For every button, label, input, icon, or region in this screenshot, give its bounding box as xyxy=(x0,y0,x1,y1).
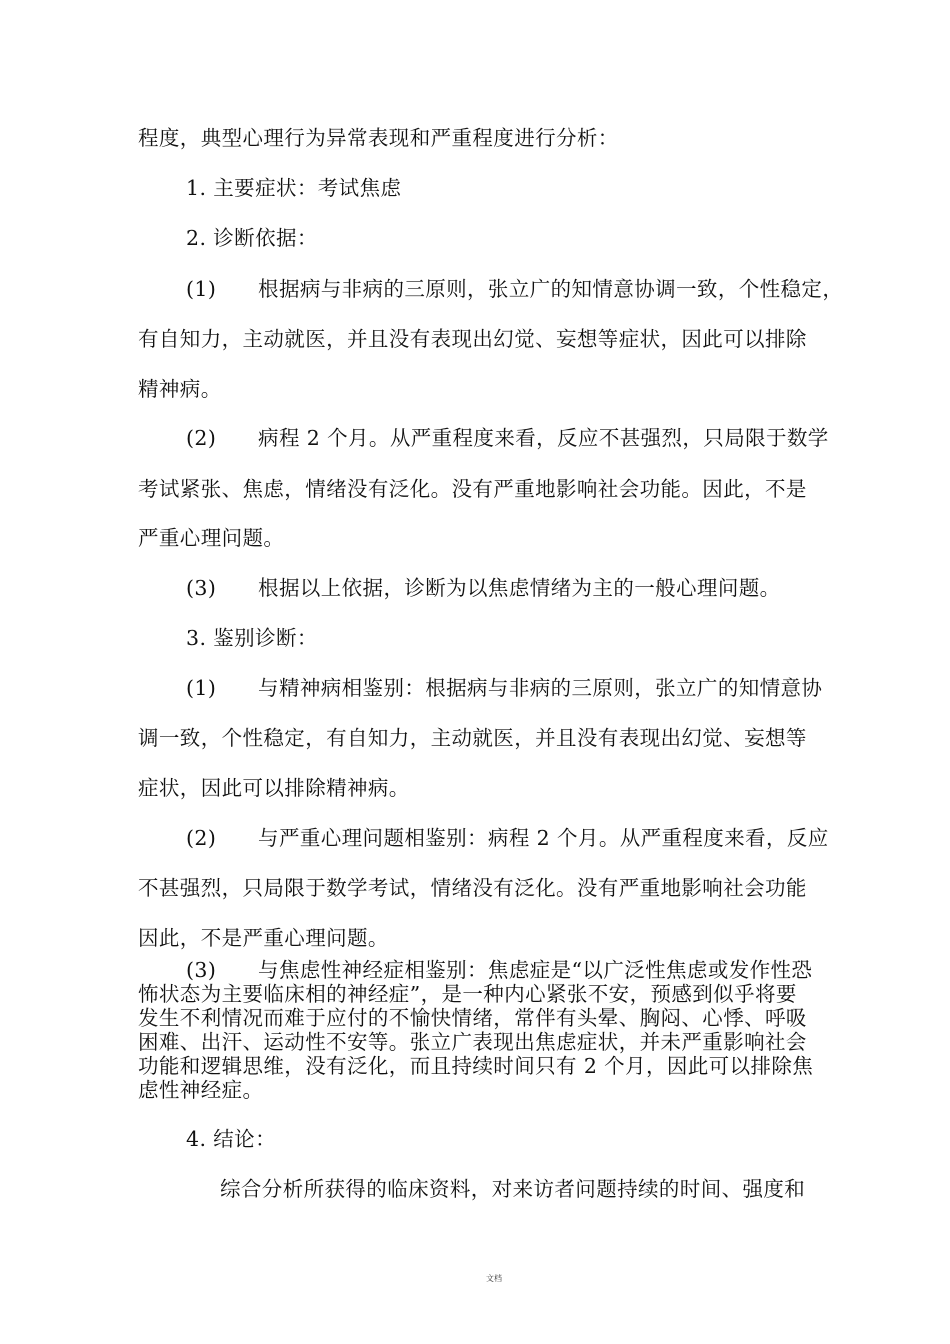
differential-point-3-line-2: 怖状态为主要临床相的神经症”，是一种内心紧张不安，预感到似乎将要 xyxy=(138,982,797,1006)
differential-point-3-line-1: (3) 与焦虑性神经症相鉴别：焦虑症是“以广泛性焦虑或发作性恐 xyxy=(186,958,813,982)
differential-point-3-line-4: 困难、出汗、运动性不安等。张立广表现出焦虑症状，并未严重影响社会 xyxy=(138,1030,807,1054)
list-item-diagnosis-basis: 2. 诊断依据： xyxy=(186,226,318,250)
diagnosis-point-3-line-1: (3) 根据以上依据，诊断为以焦虑情绪为主的一般心理问题。 xyxy=(186,576,781,600)
differential-point-3-line-6: 虑性神经症。 xyxy=(138,1078,264,1102)
diagnosis-point-1-line-1: (1) 根据病与非病的三原则，张立广的知情意协调一致，个性稳定， xyxy=(186,277,844,301)
differential-point-3-line-5: 功能和逻辑思维，没有泛化，而且持续时间只有 2 个月，因此可以排除焦 xyxy=(138,1054,814,1078)
diagnosis-point-2-line-2: 考试紧张、焦虑，情绪没有泛化。没有严重地影响社会功能。因此，不是 xyxy=(138,477,807,501)
diagnosis-point-2-line-1: (2) 病程 2 个月。从严重程度来看，反应不甚强烈，只局限于数学 xyxy=(186,426,829,450)
diagnosis-point-2-line-3: 严重心理问题。 xyxy=(138,526,285,550)
differential-point-2-line-1: (2) 与严重心理问题相鉴别：病程 2 个月。从严重程度来看，反应 xyxy=(186,826,829,850)
diagnosis-point-1-line-3: 精神病。 xyxy=(138,377,222,401)
differential-point-3-line-3: 发生不利情况而难于应付的不愉快情绪，常伴有头晕、胸闷、心悸、呼吸 xyxy=(138,1006,807,1030)
diagnosis-point-1-line-2: 有自知力，主动就医，并且没有表现出幻觉、妄想等症状，因此可以排除 xyxy=(138,327,807,351)
list-item-main-symptom: 1. 主要症状：考试焦虑 xyxy=(186,176,402,200)
conclusion-text-line-1: 综合分析所获得的临床资料，对来访者问题持续的时间、强度和 xyxy=(220,1177,806,1201)
differential-point-2-line-2: 不甚强烈，只局限于数学考试，情绪没有泛化。没有严重地影响社会功能 xyxy=(138,876,807,900)
differential-point-1-line-3: 症状，因此可以排除精神病。 xyxy=(138,776,410,800)
differential-point-1-line-1: (1) 与精神病相鉴别：根据病与非病的三原则，张立广的知情意协 xyxy=(186,676,823,700)
list-item-differential-diagnosis: 3. 鉴别诊断： xyxy=(186,626,318,650)
list-item-conclusion: 4. 结论： xyxy=(186,1127,276,1151)
differential-point-2-line-3: 因此，不是严重心理问题。 xyxy=(138,926,389,950)
differential-point-1-line-2: 调一致，个性稳定，有自知力，主动就医，并且没有表现出幻觉、妄想等 xyxy=(138,726,807,750)
text-line-1: 程度，典型心理行为异常表现和严重程度进行分析： xyxy=(138,126,619,150)
page-footer: 文档 xyxy=(486,1274,502,1283)
